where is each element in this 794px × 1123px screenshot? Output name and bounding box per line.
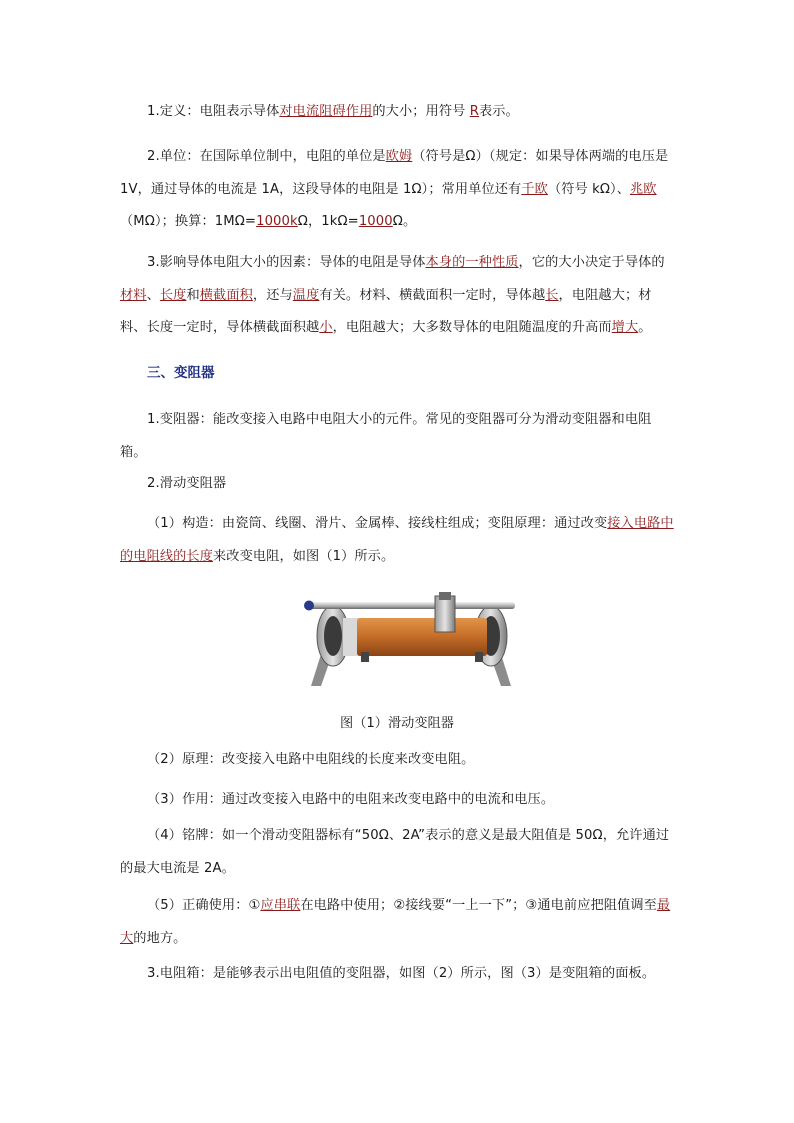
underlined-term: 本身的一种性质 (425, 255, 519, 270)
text: 2.单位：在国际单位制中，电阻的单位是 (147, 149, 386, 164)
text: ，电阻越大；材料、长度一定时，导体横截面积越 (120, 287, 652, 335)
figure-caption: 图（1）滑动变阻器 (340, 716, 454, 731)
underlined-term: 增大 (611, 320, 639, 335)
text: （1）构造：由瓷筒、线圈、滑片、金属棒、接线柱组成；变阻原理：通过改变 (147, 516, 608, 531)
underlined-term: 小 (319, 320, 333, 335)
bottom-terminal-right (475, 652, 483, 662)
underlined-term: 接入电路中的电阻线的长度 (120, 516, 674, 564)
paragraph-sliding-rheostat: 2.滑动变阻器 (147, 476, 227, 491)
text: （MΩ）；换算：1MΩ= (120, 214, 257, 229)
underlined-term: 材料 (120, 287, 147, 303)
text: （5）正确使用：① (147, 898, 261, 913)
paragraph-rheostat: 1.变阻器：能改变接入电路中电阻大小的元件。常见的变阻器可分为滑动变阻器和电阻箱。 (120, 412, 652, 460)
underlined-term: 长 (545, 287, 559, 303)
text: 有关。材料、横截面积一定时，导体越 (319, 287, 546, 303)
metal-rod (305, 602, 515, 609)
paragraph-correct-use (120, 890, 675, 955)
text: 3.影响导体电阻大小的因素：导体的电阻是导体 (147, 255, 426, 270)
underlined-term: 千欧 (521, 181, 548, 197)
paragraph-principle: （2）原理：改变接入电路中电阻线的长度来改变电阻。 (147, 752, 475, 767)
text: 、 (146, 287, 160, 303)
text: 的地方。 (133, 930, 187, 946)
underlined-term: 长度 (159, 287, 187, 303)
underlined-term: 应串联 (260, 898, 301, 913)
underlined-term: 温度 (292, 287, 320, 303)
underlined-term: 欧姆 (385, 149, 413, 164)
underlined-term: 兆欧 (629, 181, 657, 197)
rod-end-terminal (304, 601, 314, 611)
text: 来改变电阻，如图（1）所示。 (213, 548, 395, 564)
text: 在电路中使用；②接线要“一上一下”；③通电前应把阻值调至 (300, 898, 657, 913)
text: ，它的大小决定于导体的 (518, 255, 665, 270)
slider-terminal (439, 592, 451, 600)
bottom-terminal-left (361, 652, 369, 662)
text: 的大小；用符号 (372, 104, 470, 119)
text: Ω。 (392, 214, 417, 229)
section-heading: 三、变阻器 (147, 365, 215, 381)
left-end-hole (324, 616, 342, 656)
text: ，还与 (252, 287, 293, 303)
text: ，电阻越大；大多数导体的电阻随温度的升高而 (332, 320, 612, 335)
text: 表示。 (478, 104, 519, 119)
underlined-term: R (469, 104, 479, 119)
text: （符号是Ω）（规定：如果导体两端的电压是 1V，通过导体的电流是 1A，这段导体的电阻是 1Ω）；常用单位还有 (120, 149, 669, 197)
text: 1.定义：电阻表示导体 (147, 104, 280, 119)
paragraph-unit (120, 141, 675, 239)
resistance-coil (357, 618, 487, 656)
sliding-rheostat-figure (299, 588, 523, 688)
slider (435, 596, 455, 632)
text: 。 (638, 320, 652, 335)
underlined-term: 对电流阻碍作用 (279, 104, 373, 119)
underlined-term: 1000 (358, 214, 393, 229)
paragraph-definition (120, 96, 675, 129)
text: 和 (186, 287, 200, 303)
text: （符号 kΩ）、 (547, 181, 630, 197)
paragraph-resistance-box: 3.电阻箱：是能够表示出电阻值的变阻器，如图（2）所示，图（3）是变阻箱的面板。 (147, 966, 656, 981)
underlined-term: 最大 (120, 898, 671, 946)
paragraph-nameplate: （4）铭牌：如一个滑动变阻器标有“50Ω、2A”表示的意义是最大阻值是 50Ω，允许通过的最大电流是 2A。 (120, 828, 670, 876)
underlined-term: 1000k (256, 214, 298, 229)
paragraph-function: （3）作用：通过改变接入电路中的电阻来改变电路中的电流和电压。 (147, 792, 555, 807)
paragraph-structure (120, 508, 675, 573)
text: Ω，1kΩ= (297, 214, 359, 229)
underlined-term: 横截面积 (199, 287, 253, 303)
paragraph-factors (120, 247, 675, 345)
